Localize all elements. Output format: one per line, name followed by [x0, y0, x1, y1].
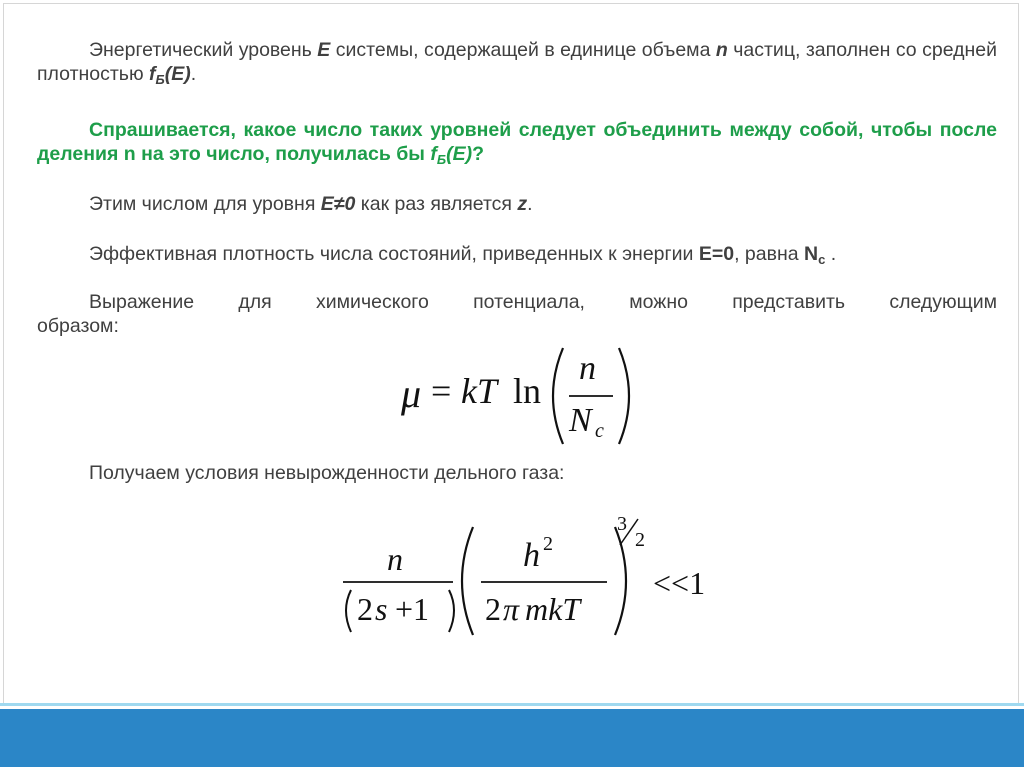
paragraph-effective-density: Эффективная плотность числа состояний, приведенных к энергии E=0, равна $N_c$ .: [89, 243, 837, 267]
paragraph-z-number: Этим числом для уровня E≠0 как раз является z.: [89, 193, 533, 215]
footer-stripe-light: [0, 703, 1024, 706]
paragraph-chemical-potential-line1: Выражение для химического потенциала, можно представить следующим: [89, 291, 997, 313]
footer-bar: [0, 709, 1024, 767]
formula-chemical-potential: μ = kT ln n N c: [395, 340, 645, 448]
paragraph-energy-level: Энергетический уровень E системы, содержащей в единице объема n частиц, заполнен со средней плотностью $f_Б(E)$.: [37, 39, 997, 87]
paragraph-nondegeneracy: Получаем условия невырожденности дельного газа:: [89, 462, 565, 484]
paragraph-question: Спрашивается, какое число таких уровней следует объединить между собой, чтобы после деления n на это число, получилась бы $f_Б(E)$?: [37, 119, 997, 167]
formula-nondegeneracy: n 2 s +1 h 2 2 π mkT 3 2 <<1: [335, 515, 735, 645]
paragraph-chemical-potential-line2: образом:: [37, 315, 119, 337]
